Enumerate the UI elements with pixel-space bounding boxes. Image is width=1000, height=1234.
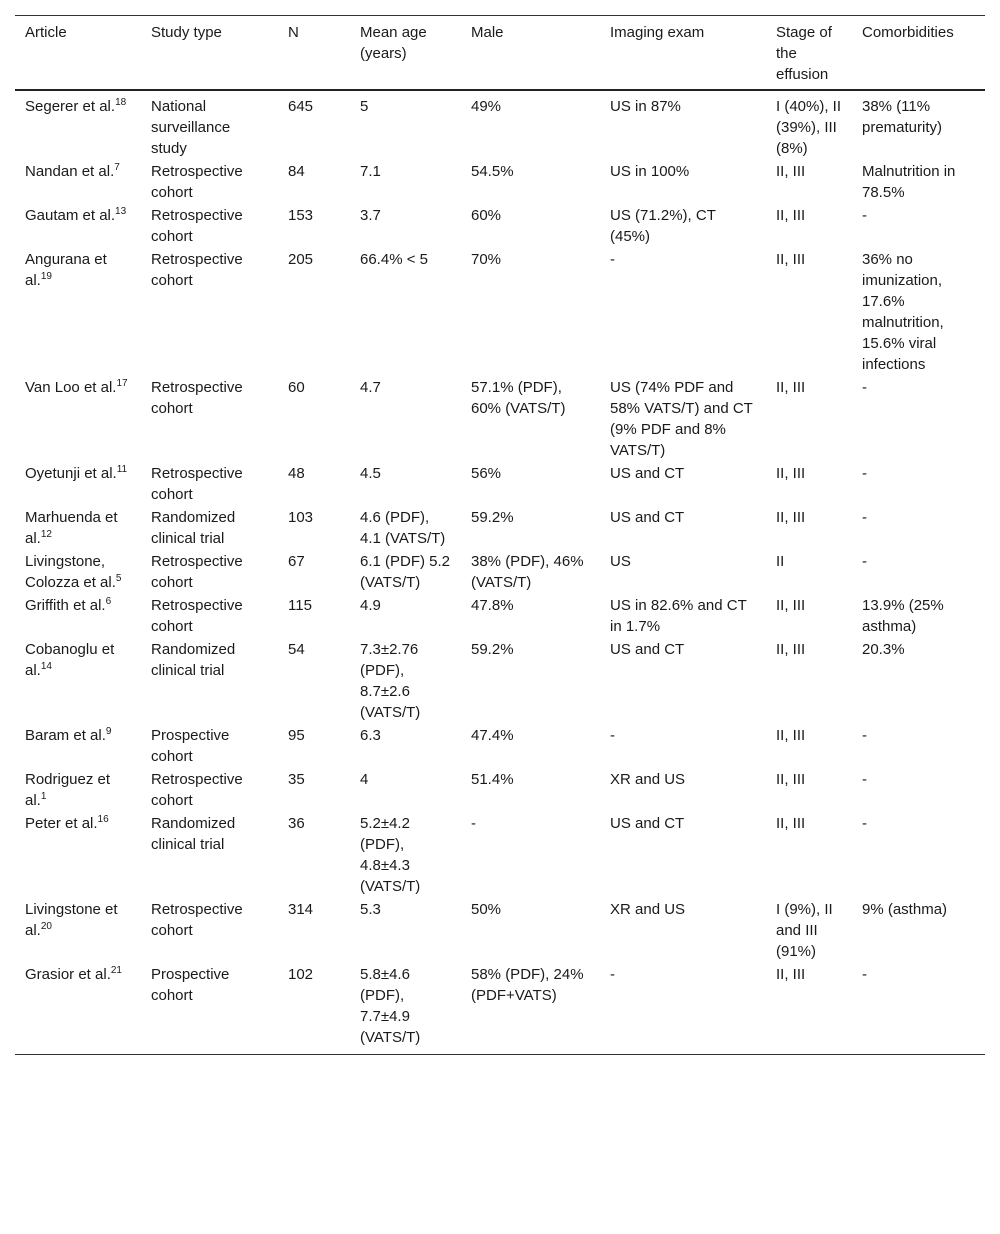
cell-stage: II, III xyxy=(776,597,806,614)
article-name: Van Loo et al. xyxy=(25,379,117,396)
reference-number: 21 xyxy=(110,965,122,976)
header-study-type: Study type xyxy=(151,24,222,41)
cell-imaging-exam: - xyxy=(610,966,615,983)
cell-male: 58% (PDF), 24% (PDF+VATS) xyxy=(471,966,584,1004)
cell-n: 153 xyxy=(288,207,314,224)
reference-number: 14 xyxy=(40,661,52,672)
cell-article xyxy=(15,963,141,1055)
cell-imaging-exam: US in 87% xyxy=(610,98,681,115)
header-n: N xyxy=(288,24,299,41)
table-row xyxy=(15,462,985,506)
cell-male: 47.4% xyxy=(471,727,514,744)
table-row xyxy=(15,550,985,594)
reference-number: 19 xyxy=(40,271,52,282)
cell-article xyxy=(15,724,141,768)
cell-article xyxy=(15,550,141,594)
cell-n: 314 xyxy=(288,901,314,918)
table-row xyxy=(15,963,985,1055)
table-row xyxy=(15,376,985,462)
cell-male: 51.4% xyxy=(471,771,514,788)
cell-n: 36 xyxy=(288,815,305,832)
cell-male: 47.8% xyxy=(471,597,514,614)
article-name: Gautam et al. xyxy=(25,207,116,224)
cell-imaging-exam: US and CT xyxy=(610,815,685,832)
studies-table xyxy=(15,15,985,1055)
cell-n: 84 xyxy=(288,163,305,180)
header-imaging-exam: Imaging exam xyxy=(610,24,705,41)
reference-number: 18 xyxy=(115,97,127,108)
cell-article xyxy=(15,462,141,506)
cell-mean-age: 4.6 (PDF), 4.1 (VATS/T) xyxy=(360,509,446,547)
cell-imaging-exam: US (71.2%), CT (45%) xyxy=(610,207,716,245)
cell-stage: II xyxy=(776,553,785,570)
cell-n: 60 xyxy=(288,379,305,396)
cell-comorbidities: - xyxy=(862,379,867,396)
cell-stage: II, III xyxy=(776,815,806,832)
cell-male: - xyxy=(471,815,476,832)
reference-number: 7 xyxy=(114,162,120,173)
table-row xyxy=(15,204,985,248)
cell-n: 103 xyxy=(288,509,314,526)
cell-male: 49% xyxy=(471,98,502,115)
cell-study-type: Randomized clinical trial xyxy=(151,815,236,853)
cell-imaging-exam: US in 82.6% and CT in 1.7% xyxy=(610,597,747,635)
cell-comorbidities: - xyxy=(862,815,867,832)
table-row xyxy=(15,724,985,768)
cell-study-type: Retrospective cohort xyxy=(151,901,243,939)
cell-stage: II, III xyxy=(776,207,806,224)
article-name: Griffith et al. xyxy=(25,597,106,614)
cell-male: 56% xyxy=(471,465,502,482)
reference-number: 11 xyxy=(116,464,128,475)
table-row xyxy=(15,638,985,724)
cell-study-type: Retrospective cohort xyxy=(151,379,243,417)
cell-comorbidities: - xyxy=(862,509,867,526)
cell-stage: II, III xyxy=(776,163,806,180)
reference-number: 5 xyxy=(115,573,122,584)
article-name: Grasior et al. xyxy=(25,966,111,983)
cell-male: 57.1% (PDF), 60% (VATS/T) xyxy=(471,379,566,417)
cell-study-type: National surveillance study xyxy=(151,98,231,157)
reference-number: 12 xyxy=(40,529,52,540)
article-name: Angurana et al. xyxy=(25,251,107,289)
cell-comorbidities: - xyxy=(862,771,867,788)
cell-study-type: Retrospective cohort xyxy=(151,553,243,591)
cell-study-type: Retrospective cohort xyxy=(151,207,243,245)
cell-article xyxy=(15,376,141,462)
cell-mean-age: 6.3 xyxy=(360,727,381,744)
article-name: Baram et al. xyxy=(25,727,106,744)
table-row xyxy=(15,90,985,160)
cell-stage: II, III xyxy=(776,379,806,396)
cell-mean-age: 66.4% < 5 xyxy=(360,251,428,268)
header-mean-age: Mean age (years) xyxy=(360,24,427,62)
cell-stage: II, III xyxy=(776,966,806,983)
cell-study-type: Retrospective cohort xyxy=(151,597,243,635)
cell-mean-age: 5.8±4.6 (PDF), 7.7±4.9 (VATS/T) xyxy=(360,966,421,1046)
cell-male: 59.2% xyxy=(471,641,514,658)
cell-article xyxy=(15,768,141,812)
cell-comorbidities: 13.9% (25% asthma) xyxy=(862,597,944,635)
cell-study-type: Retrospective cohort xyxy=(151,251,243,289)
reference-number: 9 xyxy=(105,726,112,737)
cell-study-type: Prospective cohort xyxy=(151,727,230,765)
cell-comorbidities: - xyxy=(862,966,867,983)
cell-mean-age: 7.3±2.76 (PDF), 8.7±2.6 (VATS/T) xyxy=(360,641,421,721)
cell-imaging-exam: - xyxy=(610,251,615,268)
article-name: Peter et al. xyxy=(25,815,98,832)
cell-male: 54.5% xyxy=(471,163,514,180)
cell-n: 95 xyxy=(288,727,305,744)
cell-study-type: Randomized clinical trial xyxy=(151,509,236,547)
cell-imaging-exam: - xyxy=(610,727,615,744)
table-row xyxy=(15,160,985,204)
cell-mean-age: 4.5 xyxy=(360,465,381,482)
cell-mean-age: 5.3 xyxy=(360,901,381,918)
cell-mean-age: 4.7 xyxy=(360,379,381,396)
cell-mean-age: 5 xyxy=(360,98,369,115)
cell-article xyxy=(15,248,141,376)
article-name: Marhuenda et al. xyxy=(25,509,118,547)
cell-article xyxy=(15,506,141,550)
cell-male: 38% (PDF), 46% (VATS/T) xyxy=(471,553,584,591)
article-name: Rodriguez et al. xyxy=(25,771,111,809)
cell-imaging-exam: US and CT xyxy=(610,465,685,482)
cell-stage: II, III xyxy=(776,251,806,268)
table-row xyxy=(15,506,985,550)
cell-study-type: Retrospective cohort xyxy=(151,771,243,809)
cell-n: 67 xyxy=(288,553,305,570)
table-body xyxy=(15,90,985,1055)
cell-comorbidities: 38% (11% prematurity) xyxy=(862,98,943,136)
cell-article xyxy=(15,90,141,160)
cell-article xyxy=(15,898,141,963)
cell-mean-age: 5.2±4.2 (PDF), 4.8±4.3 (VATS/T) xyxy=(360,815,421,895)
studies-table-container xyxy=(15,15,985,1055)
header-comorbidities: Comorbidities xyxy=(862,24,954,41)
cell-n: 115 xyxy=(288,597,312,614)
header-stage: Stage of the effusion xyxy=(776,24,832,83)
article-name: Livingstone, Colozza et al. xyxy=(25,553,116,591)
cell-mean-age: 4.9 xyxy=(360,597,381,614)
cell-imaging-exam: US and CT xyxy=(610,641,685,658)
cell-mean-age: 6.1 (PDF) 5.2 (VATS/T) xyxy=(360,553,451,591)
table-row xyxy=(15,594,985,638)
cell-stage: II, III xyxy=(776,641,806,658)
table-row xyxy=(15,812,985,898)
reference-number: 6 xyxy=(105,596,112,607)
cell-n: 645 xyxy=(288,98,314,115)
cell-comorbidities: Malnutrition in 78.5% xyxy=(862,163,956,201)
article-name: Nandan et al. xyxy=(25,163,115,180)
reference-number: 20 xyxy=(40,921,52,932)
cell-article xyxy=(15,204,141,248)
cell-stage: I (40%), II (39%), III (8%) xyxy=(776,98,842,157)
cell-comorbidities: 36% no imunization, 17.6% malnutrition, 15.6% viral infections xyxy=(862,251,944,373)
cell-male: 60% xyxy=(471,207,502,224)
cell-stage: II, III xyxy=(776,771,806,788)
cell-n: 102 xyxy=(288,966,314,983)
cell-stage: II, III xyxy=(776,509,806,526)
cell-study-type: Retrospective cohort xyxy=(151,465,243,503)
cell-mean-age: 4 xyxy=(360,771,369,788)
cell-comorbidities: - xyxy=(862,553,867,570)
cell-article xyxy=(15,594,141,638)
cell-article xyxy=(15,638,141,724)
cell-comorbidities: - xyxy=(862,727,867,744)
cell-imaging-exam: US xyxy=(610,553,631,570)
cell-mean-age: 7.1 xyxy=(360,163,381,180)
cell-study-type: Prospective cohort xyxy=(151,966,230,1004)
cell-mean-age: 3.7 xyxy=(360,207,381,224)
cell-comorbidities: - xyxy=(862,207,867,224)
cell-n: 35 xyxy=(288,771,305,788)
cell-article xyxy=(15,160,141,204)
cell-study-type: Randomized clinical trial xyxy=(151,641,236,679)
cell-stage: I (9%), II and III (91%) xyxy=(776,901,833,960)
cell-study-type: Retrospective cohort xyxy=(151,163,243,201)
reference-number: 17 xyxy=(116,378,128,389)
table-row xyxy=(15,248,985,376)
cell-n: 48 xyxy=(288,465,305,482)
cell-imaging-exam: XR and US xyxy=(610,771,686,788)
cell-imaging-exam: US (74% PDF and 58% VATS/T) and CT (9% PDF and 8% VATS/T) xyxy=(610,379,753,459)
article-name: Oyetunji et al. xyxy=(25,465,117,482)
reference-number: 1 xyxy=(40,791,47,802)
cell-n: 54 xyxy=(288,641,305,658)
cell-stage: II, III xyxy=(776,727,806,744)
article-name: Cobanoglu et al. xyxy=(25,641,115,679)
cell-article xyxy=(15,812,141,898)
cell-male: 59.2% xyxy=(471,509,514,526)
cell-male: 70% xyxy=(471,251,502,268)
cell-imaging-exam: US and CT xyxy=(610,509,685,526)
reference-number: 13 xyxy=(115,206,127,217)
article-name: Livingstone et al. xyxy=(25,901,118,939)
header-male: Male xyxy=(471,24,504,41)
cell-imaging-exam: US in 100% xyxy=(610,163,690,180)
table-row xyxy=(15,898,985,963)
table-row xyxy=(15,768,985,812)
cell-comorbidities: - xyxy=(862,465,867,482)
header-article: Article xyxy=(25,24,67,41)
cell-imaging-exam: XR and US xyxy=(610,901,686,918)
reference-number: 16 xyxy=(97,814,109,825)
cell-n: 205 xyxy=(288,251,314,268)
table-header-row xyxy=(15,16,985,91)
cell-male: 50% xyxy=(471,901,502,918)
cell-comorbidities: 9% (asthma) xyxy=(862,901,948,918)
cell-comorbidities: 20.3% xyxy=(862,641,905,658)
article-name: Segerer et al. xyxy=(25,98,116,115)
cell-stage: II, III xyxy=(776,465,806,482)
